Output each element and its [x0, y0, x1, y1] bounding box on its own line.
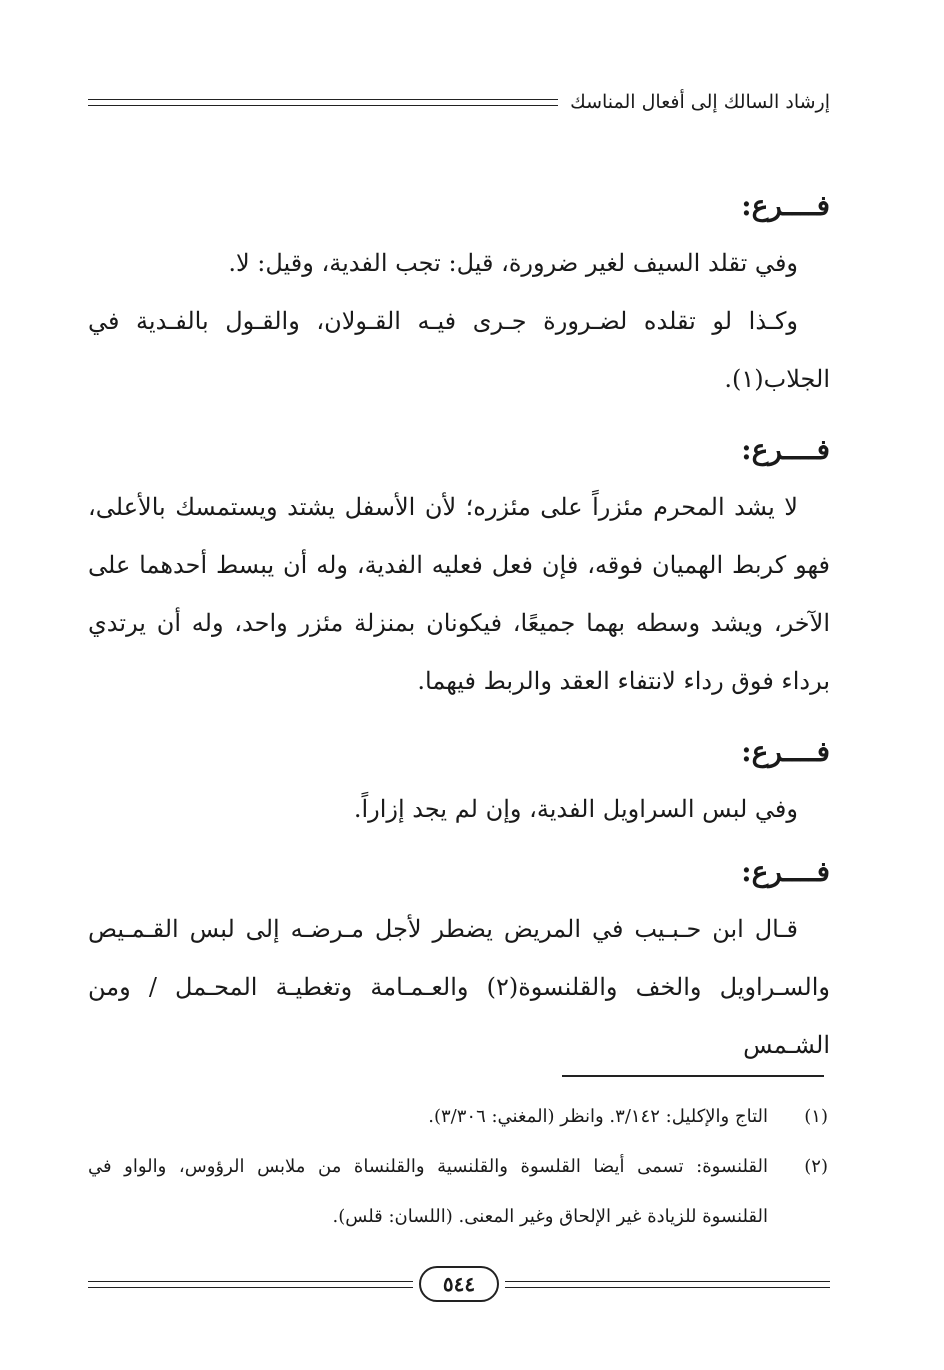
footnote-text: القلنسوة: تسمى أيضا القلسوة والقلنسية والقلنساة من ملابس الرؤوس، والواو في القلنسوة للزيادة غير الإلحاق وغير المعنى. (اللسان: قلس).: [88, 1156, 768, 1227]
section-heading: فــــرع:: [741, 855, 830, 888]
section-heading: فــــرع:: [741, 189, 830, 222]
running-header: [88, 88, 830, 116]
footnote-number: (١): [804, 1106, 828, 1127]
footnote: [88, 1092, 828, 1142]
page-number: ٥٤٤: [419, 1266, 499, 1302]
paragraph: وكـذا لو تقلده لضـرورة جـرى فيـه القـولان، والقـول بالفـدية في الجلاب(١).: [88, 307, 830, 393]
header-rule: [88, 99, 558, 106]
footer-rule: [505, 1281, 830, 1288]
main-text: [88, 178, 830, 1074]
footnote-separator: [562, 1075, 824, 1077]
paragraph: وفي تقلد السيف لغير ضرورة، قيل: تجب الفدية، وقيل: لا.: [228, 249, 798, 277]
page-footer: [88, 1264, 830, 1304]
paragraph: قـال ابن حـبـيب في المريض يضطر لأجل مـرضـه إلى لبس القـمـيص والسـراويل والخف والقلنسوة(٢) والعـمـامة وتغطيـة المحـمل / ومن الشـمس: [88, 915, 830, 1059]
section-heading: فــــرع:: [741, 735, 830, 768]
section-heading: فــــرع:: [741, 433, 830, 466]
footnote: [88, 1142, 828, 1242]
paragraph: وفي لبس السراويل الفدية، وإن لم يجد إزاراً.: [353, 795, 798, 823]
footnote-number: (٢): [804, 1156, 828, 1177]
footnotes: [88, 1092, 828, 1242]
paragraph: لا يشد المحرم مئزراً على مئزره؛ لأن الأسفل يشتد ويستمسك بالأعلى، فهو كربط الهميان فوقه، فإن فعل فعليه الفدية، وله أن يبسط أحدهما على الآخر، ويشد وسطه بهما جميعًا، فيكونان بمنزلة مئزر واحد، وله أن يرتدي برداء فوق رداء لانتفاء العقد والربط فيهما.: [88, 493, 830, 695]
footnote-text: التاج والإكليل: ٣/١٤٢. وانظر (المغني: ٣/٣٠٦).: [428, 1106, 768, 1127]
footer-rule: [88, 1281, 413, 1288]
header-title: إرشاد السالك إلى أفعال المناسك: [570, 91, 830, 113]
